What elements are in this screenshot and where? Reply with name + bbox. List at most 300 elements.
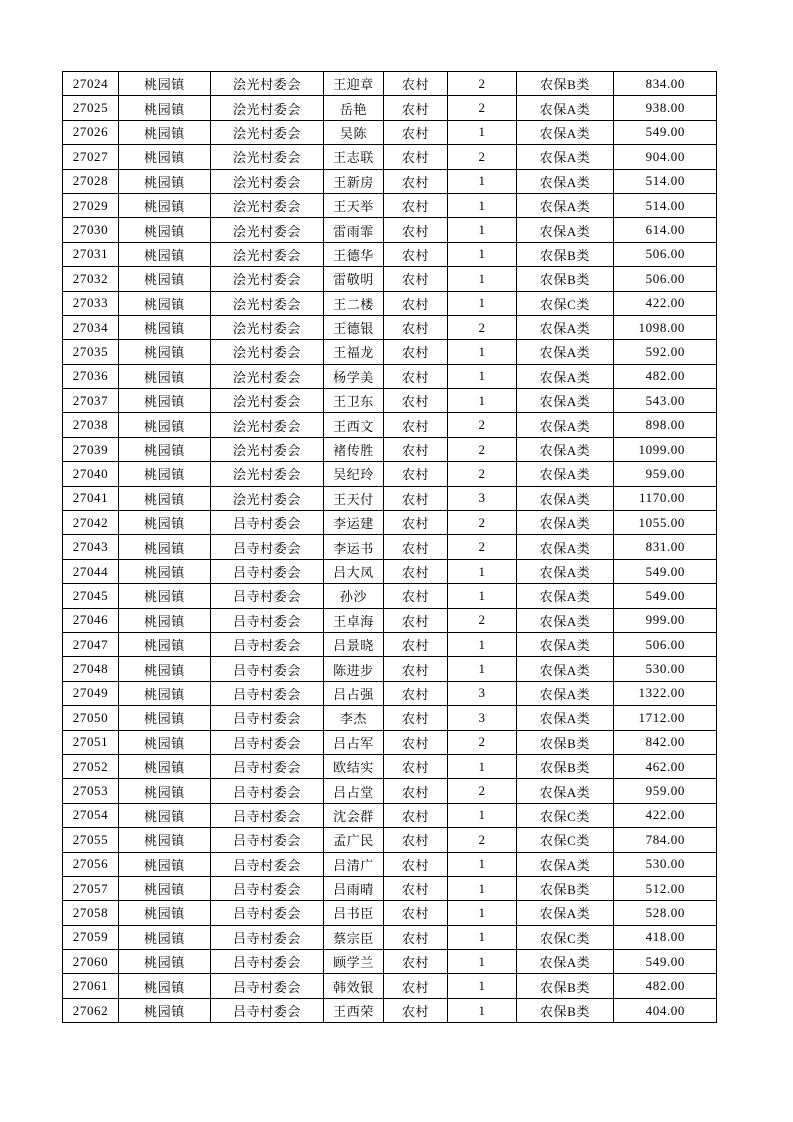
row-id-cell: 27029 [63,193,119,217]
person-name-cell: 吕雨晴 [324,876,384,900]
table-row [63,657,717,681]
row-id-cell: 27025 [63,96,119,120]
person-name-cell: 王新房 [324,169,384,193]
table-row [63,901,717,925]
insurance-class-cell: 农保A类 [517,511,614,535]
residence-type-cell: 农村 [384,511,448,535]
person-name-cell: 王德华 [324,242,384,266]
count-cell: 3 [448,706,517,730]
insurance-class-cell: 农保A类 [517,96,614,120]
count-cell: 2 [448,828,517,852]
village-committee-cell: 浍光村委会 [211,364,324,388]
row-id-cell: 27045 [63,584,119,608]
amount-cell: 1712.00 [614,706,717,730]
town-cell: 桃园镇 [119,681,211,705]
town-cell: 桃园镇 [119,120,211,144]
residence-type-cell: 农村 [384,413,448,437]
village-committee-cell: 吕寺村委会 [211,779,324,803]
count-cell: 1 [448,876,517,900]
village-committee-cell: 浍光村委会 [211,169,324,193]
village-committee-cell: 吕寺村委会 [211,681,324,705]
insurance-class-cell: 农保B类 [517,242,614,266]
town-cell: 桃园镇 [119,413,211,437]
residence-type-cell: 农村 [384,706,448,730]
count-cell: 1 [448,998,517,1022]
village-committee-cell: 浍光村委会 [211,267,324,291]
count-cell: 1 [448,389,517,413]
insurance-class-cell: 农保B类 [517,730,614,754]
count-cell: 2 [448,145,517,169]
amount-cell: 543.00 [614,389,717,413]
amount-cell: 482.00 [614,974,717,998]
residence-type-cell: 农村 [384,291,448,315]
table-body [63,72,717,1023]
count-cell: 1 [448,559,517,583]
insurance-class-cell: 农保A类 [517,437,614,461]
amount-cell: 938.00 [614,96,717,120]
count-cell: 1 [448,193,517,217]
amount-cell: 549.00 [614,120,717,144]
insurance-class-cell: 农保B类 [517,974,614,998]
insurance-class-cell: 农保A类 [517,169,614,193]
amount-cell: 549.00 [614,584,717,608]
town-cell: 桃园镇 [119,462,211,486]
row-id-cell: 27044 [63,559,119,583]
insurance-class-cell: 农保A类 [517,584,614,608]
residence-type-cell: 农村 [384,852,448,876]
table-row [63,681,717,705]
amount-cell: 831.00 [614,535,717,559]
residence-type-cell: 农村 [384,486,448,510]
village-committee-cell: 吕寺村委会 [211,901,324,925]
residence-type-cell: 农村 [384,364,448,388]
row-id-cell: 27048 [63,657,119,681]
row-id-cell: 27060 [63,950,119,974]
row-id-cell: 27041 [63,486,119,510]
row-id-cell: 27047 [63,632,119,656]
village-committee-cell: 吕寺村委会 [211,803,324,827]
count-cell: 1 [448,584,517,608]
insurance-class-cell: 农保A类 [517,364,614,388]
row-id-cell: 27027 [63,145,119,169]
village-committee-cell: 吕寺村委会 [211,998,324,1022]
amount-cell: 614.00 [614,218,717,242]
person-name-cell: 王卫东 [324,389,384,413]
amount-cell: 1098.00 [614,315,717,339]
village-committee-cell: 吕寺村委会 [211,706,324,730]
table-row [63,950,717,974]
person-name-cell: 李运建 [324,511,384,535]
person-name-cell: 韩效银 [324,974,384,998]
residence-type-cell: 农村 [384,925,448,949]
amount-cell: 1170.00 [614,486,717,510]
residence-type-cell: 农村 [384,779,448,803]
amount-cell: 549.00 [614,559,717,583]
amount-cell: 418.00 [614,925,717,949]
count-cell: 1 [448,852,517,876]
count-cell: 1 [448,364,517,388]
town-cell: 桃园镇 [119,998,211,1022]
table-row [63,925,717,949]
village-committee-cell: 吕寺村委会 [211,608,324,632]
village-committee-cell: 浍光村委会 [211,242,324,266]
town-cell: 桃园镇 [119,779,211,803]
row-id-cell: 27038 [63,413,119,437]
residence-type-cell: 农村 [384,730,448,754]
town-cell: 桃园镇 [119,389,211,413]
table-row [63,754,717,778]
table-row [63,315,717,339]
residence-type-cell: 农村 [384,974,448,998]
town-cell: 桃园镇 [119,925,211,949]
table-row [63,193,717,217]
table-row [63,437,717,461]
row-id-cell: 27053 [63,779,119,803]
amount-cell: 842.00 [614,730,717,754]
amount-cell: 506.00 [614,267,717,291]
table-row [63,145,717,169]
person-name-cell: 王福龙 [324,340,384,364]
village-committee-cell: 浍光村委会 [211,315,324,339]
amount-cell: 512.00 [614,876,717,900]
row-id-cell: 27062 [63,998,119,1022]
row-id-cell: 27040 [63,462,119,486]
village-committee-cell: 吕寺村委会 [211,974,324,998]
amount-cell: 959.00 [614,462,717,486]
count-cell: 2 [448,511,517,535]
count-cell: 1 [448,925,517,949]
residence-type-cell: 农村 [384,608,448,632]
table-row [63,511,717,535]
residence-type-cell: 农村 [384,340,448,364]
row-id-cell: 27061 [63,974,119,998]
count-cell: 2 [448,413,517,437]
table-row [63,559,717,583]
insurance-class-cell: 农保A类 [517,315,614,339]
residence-type-cell: 农村 [384,437,448,461]
insurance-class-cell: 农保A类 [517,145,614,169]
village-committee-cell: 吕寺村委会 [211,511,324,535]
count-cell: 2 [448,535,517,559]
insurance-class-cell: 农保A类 [517,632,614,656]
table-row [63,267,717,291]
count-cell: 3 [448,486,517,510]
insurance-class-cell: 农保A类 [517,852,614,876]
amount-cell: 404.00 [614,998,717,1022]
table-row [63,169,717,193]
village-committee-cell: 浍光村委会 [211,193,324,217]
row-id-cell: 27043 [63,535,119,559]
table-row [63,462,717,486]
town-cell: 桃园镇 [119,803,211,827]
person-name-cell: 王二楼 [324,291,384,315]
residence-type-cell: 农村 [384,169,448,193]
town-cell: 桃园镇 [119,730,211,754]
insurance-class-cell: 农保B类 [517,876,614,900]
count-cell: 1 [448,950,517,974]
village-committee-cell: 吕寺村委会 [211,632,324,656]
row-id-cell: 27058 [63,901,119,925]
person-name-cell: 王西荣 [324,998,384,1022]
row-id-cell: 27055 [63,828,119,852]
count-cell: 2 [448,608,517,632]
town-cell: 桃园镇 [119,511,211,535]
row-id-cell: 27039 [63,437,119,461]
amount-cell: 514.00 [614,169,717,193]
town-cell: 桃园镇 [119,754,211,778]
amount-cell: 530.00 [614,657,717,681]
table-row [63,876,717,900]
amount-cell: 999.00 [614,608,717,632]
village-committee-cell: 浍光村委会 [211,437,324,461]
town-cell: 桃园镇 [119,267,211,291]
insurance-class-cell: 农保C类 [517,803,614,827]
amount-cell: 592.00 [614,340,717,364]
count-cell: 3 [448,681,517,705]
count-cell: 2 [448,72,517,96]
table-row [63,242,717,266]
count-cell: 1 [448,242,517,266]
amount-cell: 1099.00 [614,437,717,461]
amount-cell: 898.00 [614,413,717,437]
person-name-cell: 岳艳 [324,96,384,120]
town-cell: 桃园镇 [119,315,211,339]
town-cell: 桃园镇 [119,242,211,266]
person-name-cell: 蔡宗臣 [324,925,384,949]
amount-cell: 462.00 [614,754,717,778]
count-cell: 1 [448,120,517,144]
person-name-cell: 褚传胜 [324,437,384,461]
person-name-cell: 王卓海 [324,608,384,632]
person-name-cell: 吕占强 [324,681,384,705]
insurance-class-cell: 农保A类 [517,486,614,510]
village-committee-cell: 浍光村委会 [211,486,324,510]
table-row [63,364,717,388]
town-cell: 桃园镇 [119,193,211,217]
table-row [63,218,717,242]
insurance-class-cell: 农保B类 [517,72,614,96]
town-cell: 桃园镇 [119,218,211,242]
town-cell: 桃园镇 [119,437,211,461]
amount-cell: 482.00 [614,364,717,388]
residence-type-cell: 农村 [384,901,448,925]
village-committee-cell: 吕寺村委会 [211,950,324,974]
amount-cell: 959.00 [614,779,717,803]
amount-cell: 514.00 [614,193,717,217]
village-committee-cell: 吕寺村委会 [211,657,324,681]
row-id-cell: 27042 [63,511,119,535]
table-row [63,413,717,437]
town-cell: 桃园镇 [119,364,211,388]
table-row [63,291,717,315]
residence-type-cell: 农村 [384,193,448,217]
town-cell: 桃园镇 [119,169,211,193]
residence-type-cell: 农村 [384,559,448,583]
table-row [63,535,717,559]
row-id-cell: 27034 [63,315,119,339]
residence-type-cell: 农村 [384,681,448,705]
residence-type-cell: 农村 [384,389,448,413]
insurance-class-cell: 农保A类 [517,706,614,730]
town-cell: 桃园镇 [119,559,211,583]
residence-type-cell: 农村 [384,145,448,169]
town-cell: 桃园镇 [119,632,211,656]
table-row [63,706,717,730]
table-row [63,340,717,364]
residence-type-cell: 农村 [384,632,448,656]
town-cell: 桃园镇 [119,950,211,974]
residence-type-cell: 农村 [384,242,448,266]
insurance-class-cell: 农保A类 [517,657,614,681]
village-committee-cell: 吕寺村委会 [211,559,324,583]
count-cell: 2 [448,730,517,754]
insurance-class-cell: 农保B类 [517,754,614,778]
insurance-roster-table [62,71,717,1023]
village-committee-cell: 吕寺村委会 [211,876,324,900]
residence-type-cell: 农村 [384,96,448,120]
table-row [63,803,717,827]
row-id-cell: 27046 [63,608,119,632]
town-cell: 桃园镇 [119,535,211,559]
insurance-class-cell: 农保A类 [517,950,614,974]
count-cell: 1 [448,901,517,925]
amount-cell: 1055.00 [614,511,717,535]
count-cell: 1 [448,803,517,827]
count-cell: 2 [448,315,517,339]
village-committee-cell: 浍光村委会 [211,218,324,242]
person-name-cell: 王德银 [324,315,384,339]
person-name-cell: 李运书 [324,535,384,559]
person-name-cell: 吕清广 [324,852,384,876]
town-cell: 桃园镇 [119,974,211,998]
row-id-cell: 27057 [63,876,119,900]
residence-type-cell: 农村 [384,998,448,1022]
person-name-cell: 王西文 [324,413,384,437]
table-row [63,974,717,998]
amount-cell: 834.00 [614,72,717,96]
row-id-cell: 27035 [63,340,119,364]
row-id-cell: 27028 [63,169,119,193]
village-committee-cell: 吕寺村委会 [211,754,324,778]
person-name-cell: 吴纪玲 [324,462,384,486]
count-cell: 2 [448,96,517,120]
person-name-cell: 吕书臣 [324,901,384,925]
amount-cell: 528.00 [614,901,717,925]
insurance-class-cell: 农保A类 [517,120,614,144]
table-row [63,486,717,510]
count-cell: 2 [448,437,517,461]
count-cell: 1 [448,974,517,998]
amount-cell: 530.00 [614,852,717,876]
village-committee-cell: 浍光村委会 [211,145,324,169]
row-id-cell: 27059 [63,925,119,949]
insurance-class-cell: 农保A类 [517,193,614,217]
row-id-cell: 27056 [63,852,119,876]
row-id-cell: 27051 [63,730,119,754]
person-name-cell: 吕景晓 [324,632,384,656]
row-id-cell: 27050 [63,706,119,730]
row-id-cell: 27032 [63,267,119,291]
row-id-cell: 27024 [63,72,119,96]
row-id-cell: 27037 [63,389,119,413]
amount-cell: 422.00 [614,291,717,315]
village-committee-cell: 浍光村委会 [211,413,324,437]
town-cell: 桃园镇 [119,657,211,681]
insurance-class-cell: 农保B类 [517,998,614,1022]
amount-cell: 549.00 [614,950,717,974]
residence-type-cell: 农村 [384,462,448,486]
count-cell: 1 [448,267,517,291]
person-name-cell: 王迎章 [324,72,384,96]
village-committee-cell: 吕寺村委会 [211,584,324,608]
count-cell: 1 [448,169,517,193]
person-name-cell: 吕占堂 [324,779,384,803]
person-name-cell: 欧结实 [324,754,384,778]
table-row [63,72,717,96]
town-cell: 桃园镇 [119,706,211,730]
residence-type-cell: 农村 [384,876,448,900]
amount-cell: 422.00 [614,803,717,827]
person-name-cell: 孟广民 [324,828,384,852]
table-row [63,608,717,632]
insurance-class-cell: 农保A类 [517,462,614,486]
table-row [63,96,717,120]
amount-cell: 784.00 [614,828,717,852]
residence-type-cell: 农村 [384,315,448,339]
row-id-cell: 27049 [63,681,119,705]
insurance-class-cell: 农保A类 [517,559,614,583]
village-committee-cell: 吕寺村委会 [211,852,324,876]
table-row [63,828,717,852]
residence-type-cell: 农村 [384,584,448,608]
village-committee-cell: 吕寺村委会 [211,925,324,949]
insurance-class-cell: 农保B类 [517,267,614,291]
amount-cell: 506.00 [614,632,717,656]
insurance-class-cell: 农保A类 [517,340,614,364]
person-name-cell: 王志联 [324,145,384,169]
count-cell: 2 [448,779,517,803]
person-name-cell: 吴陈 [324,120,384,144]
table-row [63,632,717,656]
village-committee-cell: 浍光村委会 [211,462,324,486]
town-cell: 桃园镇 [119,608,211,632]
table-row [63,120,717,144]
count-cell: 2 [448,462,517,486]
town-cell: 桃园镇 [119,584,211,608]
town-cell: 桃园镇 [119,828,211,852]
town-cell: 桃园镇 [119,876,211,900]
row-id-cell: 27031 [63,242,119,266]
residence-type-cell: 农村 [384,72,448,96]
village-committee-cell: 浍光村委会 [211,96,324,120]
person-name-cell: 雷敬明 [324,267,384,291]
residence-type-cell: 农村 [384,828,448,852]
person-name-cell: 陈进步 [324,657,384,681]
count-cell: 1 [448,291,517,315]
insurance-class-cell: 农保C类 [517,925,614,949]
residence-type-cell: 农村 [384,535,448,559]
row-id-cell: 27026 [63,120,119,144]
residence-type-cell: 农村 [384,218,448,242]
insurance-class-cell: 农保A类 [517,681,614,705]
count-cell: 1 [448,218,517,242]
row-id-cell: 27036 [63,364,119,388]
insurance-class-cell: 农保A类 [517,389,614,413]
village-committee-cell: 浍光村委会 [211,389,324,413]
count-cell: 1 [448,340,517,364]
insurance-class-cell: 农保A类 [517,779,614,803]
town-cell: 桃园镇 [119,340,211,364]
